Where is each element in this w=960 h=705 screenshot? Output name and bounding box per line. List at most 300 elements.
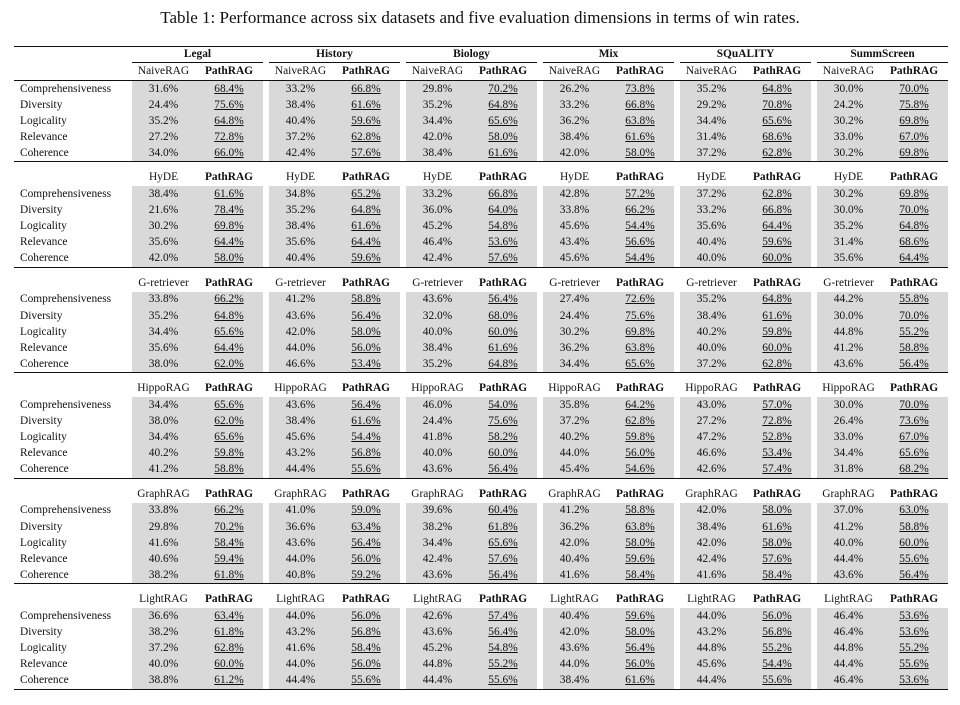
baseline-win-rate: 41.8% <box>406 430 469 446</box>
pathrag-header: PathRAG <box>195 63 263 81</box>
pathrag-win-rate-cell <box>469 219 537 235</box>
pathrag-win-rate: 62.8% <box>351 130 381 143</box>
baseline-win-rate: 43.6% <box>269 535 332 551</box>
pathrag-win-rate: 56.0% <box>351 658 381 671</box>
metric-label: Diversity <box>20 98 63 111</box>
baseline-win-rate: 44.0% <box>269 657 332 673</box>
pathrag-win-rate-cell <box>332 535 400 551</box>
pathrag-win-rate: 58.8% <box>899 520 929 533</box>
pathrag-win-rate-cell <box>195 324 263 340</box>
baseline-header: NaiveRAG <box>680 63 743 81</box>
pathrag-win-rate-cell <box>880 657 948 673</box>
baseline-win-rate: 38.4% <box>132 186 195 202</box>
pathrag-header: PathRAG <box>743 63 811 81</box>
pathrag-win-rate: 64.8% <box>214 114 244 127</box>
pathrag-header: PathRAG <box>204 382 254 395</box>
baseline-win-rate: 34.4% <box>132 430 195 446</box>
baseline-header: GraphRAG <box>137 487 190 500</box>
metric-row <box>14 81 948 98</box>
pathrag-win-rate-cell <box>469 397 537 413</box>
pathrag-win-rate: 53.6% <box>899 674 929 687</box>
baseline-win-rate: 43.6% <box>817 356 880 373</box>
dataset-header: SQuALITY <box>680 47 811 63</box>
baseline-header: HippoRAG <box>822 382 875 395</box>
pathrag-win-rate-cell <box>469 414 537 430</box>
baseline-win-rate: 24.4% <box>132 97 195 113</box>
pathrag-win-rate: 54.8% <box>488 642 518 655</box>
metric-row <box>14 292 948 308</box>
pathrag-win-rate-cell <box>195 535 263 551</box>
baseline-win-rate: 34.4% <box>680 113 743 129</box>
baseline-win-rate: 42.4% <box>680 551 743 567</box>
baseline-win-rate: 33.8% <box>132 292 195 308</box>
pathrag-win-rate-cell <box>469 251 537 268</box>
metric-row <box>14 535 948 551</box>
pathrag-win-rate: 61.8% <box>214 568 244 581</box>
baseline-win-rate: 45.2% <box>406 219 469 235</box>
baseline-win-rate: 43.6% <box>269 397 332 413</box>
pathrag-win-rate: 56.6% <box>625 236 655 249</box>
pathrag-win-rate: 63.4% <box>351 520 381 533</box>
pathrag-win-rate: 55.8% <box>899 293 929 306</box>
metric-label: Logicality <box>20 536 67 549</box>
pathrag-win-rate-cell <box>606 673 674 690</box>
pathrag-win-rate: 58.0% <box>488 130 518 143</box>
pathrag-win-rate: 59.6% <box>625 609 655 622</box>
pathrag-header: PathRAG <box>341 593 391 606</box>
baseline-win-rate: 27.4% <box>543 292 606 308</box>
baseline-win-rate: 40.2% <box>543 430 606 446</box>
baseline-win-rate: 31.4% <box>680 129 743 145</box>
pathrag-win-rate-cell <box>880 551 948 567</box>
pathrag-win-rate-cell <box>469 567 537 584</box>
baseline-win-rate: 45.6% <box>543 219 606 235</box>
pathrag-win-rate: 62.8% <box>762 357 792 370</box>
metric-label: Comprehensiveness <box>20 398 112 411</box>
baseline-win-rate: 44.8% <box>817 324 880 340</box>
metric-label: Logicality <box>20 114 67 127</box>
pathrag-win-rate-cell <box>469 145 537 162</box>
pathrag-win-rate: 56.4% <box>488 463 518 476</box>
baseline-win-rate: 30.2% <box>817 113 880 129</box>
pathrag-win-rate: 66.8% <box>762 204 792 217</box>
pathrag-win-rate-cell <box>195 203 263 219</box>
pathrag-win-rate-cell <box>195 97 263 113</box>
baseline-win-rate: 40.2% <box>132 446 195 462</box>
metric-header-blank <box>14 486 126 503</box>
metric-label: Diversity <box>20 204 63 217</box>
baseline-win-rate: 44.4% <box>269 673 332 690</box>
pathrag-win-rate-cell <box>606 430 674 446</box>
pathrag-win-rate: 56.0% <box>351 552 381 565</box>
metric-row <box>14 324 948 340</box>
baseline-win-rate: 45.4% <box>543 462 606 479</box>
dataset-header: Biology <box>406 47 537 63</box>
pathrag-win-rate-cell <box>606 186 674 202</box>
baseline-win-rate: 44.0% <box>269 551 332 567</box>
baseline-win-rate: 27.2% <box>680 414 743 430</box>
pathrag-header: PathRAG <box>204 593 254 606</box>
pathrag-win-rate-cell <box>606 324 674 340</box>
pathrag-win-rate: 64.0% <box>488 204 518 217</box>
pathrag-win-rate-cell <box>195 356 263 373</box>
metric-row <box>14 567 948 584</box>
baseline-win-rate: 44.0% <box>543 446 606 462</box>
pathrag-win-rate: 59.6% <box>762 236 792 249</box>
baseline-win-rate: 40.4% <box>680 235 743 251</box>
baseline-header: HyDE <box>833 171 864 184</box>
pathrag-win-rate: 56.0% <box>762 609 792 622</box>
baseline-win-rate: 40.0% <box>680 340 743 356</box>
baseline-win-rate: 36.0% <box>406 203 469 219</box>
baseline-win-rate: 44.8% <box>817 641 880 657</box>
pathrag-win-rate-cell <box>195 641 263 657</box>
baseline-win-rate: 30.0% <box>817 81 880 98</box>
baseline-win-rate: 38.2% <box>406 519 469 535</box>
pathrag-win-rate: 57.6% <box>351 146 381 159</box>
pathrag-win-rate-cell <box>880 414 948 430</box>
baseline-win-rate: 42.0% <box>543 535 606 551</box>
metric-row <box>14 624 948 640</box>
baseline-win-rate: 35.6% <box>680 219 743 235</box>
pathrag-win-rate-cell <box>606 340 674 356</box>
pathrag-win-rate-cell <box>195 308 263 324</box>
baseline-win-rate: 36.2% <box>543 340 606 356</box>
pathrag-win-rate: 56.4% <box>899 568 929 581</box>
pathrag-win-rate: 64.8% <box>214 309 244 322</box>
baseline-win-rate: 24.4% <box>406 414 469 430</box>
pathrag-win-rate: 64.4% <box>351 236 381 249</box>
pathrag-win-rate-cell <box>606 129 674 145</box>
pathrag-win-rate: 65.6% <box>488 536 518 549</box>
baseline-win-rate: 34.4% <box>817 446 880 462</box>
baseline-win-rate: 35.2% <box>406 356 469 373</box>
pathrag-win-rate: 66.2% <box>625 204 655 217</box>
pathrag-win-rate-cell <box>880 641 948 657</box>
pathrag-win-rate: 58.0% <box>625 146 655 159</box>
pathrag-win-rate-cell <box>743 551 811 567</box>
pathrag-win-rate-cell <box>606 567 674 584</box>
pathrag-win-rate-cell <box>743 624 811 640</box>
baseline-header: HippoRAG <box>411 382 464 395</box>
pathrag-win-rate-cell <box>469 235 537 251</box>
baseline-win-rate: 38.4% <box>543 673 606 690</box>
pathrag-win-rate: 57.4% <box>488 609 518 622</box>
pathrag-win-rate: 62.0% <box>214 415 244 428</box>
dataset-header: History <box>269 47 400 63</box>
metric-row <box>14 356 948 373</box>
pathrag-win-rate-cell <box>743 397 811 413</box>
baseline-header: NaiveRAG <box>543 63 606 81</box>
baseline-win-rate: 21.6% <box>132 203 195 219</box>
pathrag-win-rate: 61.6% <box>625 130 655 143</box>
pathrag-header: PathRAG <box>478 276 528 289</box>
dataset-header: Legal <box>132 47 263 63</box>
pathrag-win-rate: 63.4% <box>214 609 244 622</box>
pathrag-win-rate: 64.4% <box>899 252 929 265</box>
baseline-win-rate: 35.2% <box>132 308 195 324</box>
metric-label: Comprehensiveness <box>20 82 112 95</box>
pathrag-header: PathRAG <box>469 63 537 81</box>
pathrag-win-rate: 58.4% <box>214 536 244 549</box>
pathrag-win-rate-cell <box>195 551 263 567</box>
pathrag-win-rate-cell <box>606 292 674 308</box>
baseline-win-rate: 38.4% <box>543 129 606 145</box>
pathrag-header: PathRAG <box>478 487 528 500</box>
pathrag-win-rate-cell <box>332 308 400 324</box>
pathrag-win-rate: 75.6% <box>488 415 518 428</box>
baseline-win-rate: 44.0% <box>269 340 332 356</box>
baseline-win-rate: 43.2% <box>269 624 332 640</box>
baseline-win-rate: 34.4% <box>132 397 195 413</box>
block-spacer <box>14 373 948 381</box>
pathrag-win-rate: 55.6% <box>488 674 518 687</box>
pathrag-win-rate: 68.6% <box>762 130 792 143</box>
pathrag-win-rate-cell <box>606 462 674 479</box>
metric-label: Diversity <box>20 625 63 638</box>
baseline-win-rate: 35.8% <box>543 397 606 413</box>
baseline-win-rate: 40.8% <box>269 567 332 584</box>
pathrag-win-rate-cell <box>880 203 948 219</box>
baseline-header: GraphRAG <box>274 487 327 500</box>
baseline-win-rate: 42.0% <box>543 145 606 162</box>
pathrag-win-rate-cell <box>743 414 811 430</box>
metric-row <box>14 219 948 235</box>
pathrag-win-rate: 57.0% <box>762 398 792 411</box>
metric-row <box>14 113 948 129</box>
spacer-cell <box>14 267 948 275</box>
pathrag-win-rate: 61.6% <box>351 98 381 111</box>
baseline-win-rate: 38.4% <box>680 308 743 324</box>
baseline-win-rate: 44.2% <box>817 292 880 308</box>
pathrag-win-rate: 54.8% <box>488 220 518 233</box>
pathrag-win-rate: 52.8% <box>762 431 792 444</box>
pathrag-win-rate: 55.6% <box>762 674 792 687</box>
metric-label: Comprehensiveness <box>20 293 112 306</box>
pathrag-win-rate-cell <box>469 462 537 479</box>
baseline-win-rate: 42.0% <box>680 535 743 551</box>
dataset-header: Mix <box>543 47 674 63</box>
results-table <box>14 46 948 690</box>
pathrag-win-rate: 66.2% <box>214 293 244 306</box>
pathrag-win-rate: 65.6% <box>214 398 244 411</box>
pathrag-win-rate-cell <box>469 503 537 519</box>
pathrag-win-rate-cell <box>743 235 811 251</box>
pathrag-win-rate: 56.4% <box>351 536 381 549</box>
baseline-win-rate: 30.2% <box>817 186 880 202</box>
baseline-win-rate: 44.4% <box>680 673 743 690</box>
baseline-win-rate: 36.2% <box>543 519 606 535</box>
pathrag-win-rate-cell <box>606 641 674 657</box>
baseline-win-rate: 30.0% <box>817 203 880 219</box>
baseline-win-rate: 42.6% <box>680 462 743 479</box>
pathrag-win-rate-cell <box>880 186 948 202</box>
pathrag-header: PathRAG <box>606 63 674 81</box>
baseline-win-rate: 40.6% <box>132 551 195 567</box>
baseline-win-rate: 29.2% <box>680 97 743 113</box>
pathrag-header: PathRAG <box>615 276 665 289</box>
pathrag-win-rate: 59.8% <box>625 431 655 444</box>
pathrag-header: PathRAG <box>752 171 802 184</box>
pathrag-win-rate-cell <box>195 414 263 430</box>
pathrag-win-rate-cell <box>743 673 811 690</box>
baseline-win-rate: 37.2% <box>680 186 743 202</box>
table-caption: Table 1: Performance across six datasets and five evaluation dimensions in terms of win rates. <box>160 8 800 27</box>
pathrag-win-rate: 66.0% <box>214 146 244 159</box>
metric-row <box>14 251 948 268</box>
baseline-win-rate: 38.4% <box>269 414 332 430</box>
pathrag-win-rate: 57.6% <box>762 552 792 565</box>
method-header-row <box>14 63 948 81</box>
pathrag-win-rate-cell <box>195 113 263 129</box>
pathrag-win-rate-cell <box>880 308 948 324</box>
baseline-header: GraphRAG <box>685 487 738 500</box>
pathrag-win-rate: 53.4% <box>351 357 381 370</box>
pathrag-win-rate: 54.4% <box>625 252 655 265</box>
pathrag-win-rate-cell <box>880 356 948 373</box>
pathrag-win-rate-cell <box>606 219 674 235</box>
metric-label: Relevance <box>20 447 68 460</box>
pathrag-win-rate-cell <box>195 624 263 640</box>
pathrag-win-rate: 60.0% <box>488 325 518 338</box>
metric-row <box>14 235 948 251</box>
pathrag-win-rate: 66.8% <box>351 82 381 95</box>
pathrag-win-rate-cell <box>743 657 811 673</box>
pathrag-win-rate-cell <box>195 235 263 251</box>
pathrag-win-rate: 70.2% <box>214 520 244 533</box>
pathrag-win-rate-cell <box>880 624 948 640</box>
pathrag-win-rate-cell <box>606 608 674 624</box>
pathrag-win-rate-cell <box>880 251 948 268</box>
pathrag-win-rate: 61.6% <box>488 146 518 159</box>
baseline-win-rate: 33.2% <box>406 186 469 202</box>
baseline-win-rate: 35.2% <box>132 113 195 129</box>
metric-header-blank <box>14 169 126 186</box>
pathrag-win-rate-cell <box>606 446 674 462</box>
baseline-win-rate: 43.6% <box>406 624 469 640</box>
metric-row <box>14 186 948 202</box>
baseline-win-rate: 37.2% <box>543 414 606 430</box>
metric-header-blank <box>14 380 126 397</box>
pathrag-win-rate-cell <box>606 113 674 129</box>
baseline-header: HyDE <box>422 171 453 184</box>
baseline-win-rate: 43.2% <box>680 624 743 640</box>
pathrag-win-rate: 58.8% <box>214 463 244 476</box>
method-header-row <box>14 169 948 186</box>
pathrag-header: PathRAG <box>752 382 802 395</box>
metric-label: Diversity <box>20 309 63 322</box>
pathrag-win-rate-cell <box>606 397 674 413</box>
pathrag-win-rate-cell <box>880 430 948 446</box>
baseline-win-rate: 33.2% <box>680 203 743 219</box>
pathrag-win-rate-cell <box>332 81 400 98</box>
baseline-win-rate: 30.0% <box>817 397 880 413</box>
baseline-header: HyDE <box>559 171 590 184</box>
baseline-win-rate: 38.0% <box>132 414 195 430</box>
baseline-win-rate: 34.4% <box>406 535 469 551</box>
baseline-win-rate: 33.8% <box>543 203 606 219</box>
baseline-win-rate: 40.0% <box>406 446 469 462</box>
pathrag-win-rate-cell <box>332 673 400 690</box>
metric-row <box>14 340 948 356</box>
pathrag-win-rate: 66.8% <box>625 98 655 111</box>
baseline-header: G-retriever <box>275 276 326 289</box>
pathrag-win-rate-cell <box>743 308 811 324</box>
pathrag-win-rate: 65.6% <box>214 325 244 338</box>
pathrag-win-rate-cell <box>606 535 674 551</box>
pathrag-win-rate: 70.0% <box>899 309 929 322</box>
pathrag-win-rate: 60.4% <box>488 504 518 517</box>
baseline-win-rate: 35.2% <box>817 219 880 235</box>
pathrag-win-rate: 78.4% <box>214 204 244 217</box>
metric-row <box>14 551 948 567</box>
pathrag-win-rate: 70.0% <box>899 82 929 95</box>
baseline-win-rate: 43.6% <box>406 567 469 584</box>
pathrag-win-rate: 61.8% <box>214 625 244 638</box>
baseline-win-rate: 35.2% <box>680 81 743 98</box>
pathrag-win-rate: 61.6% <box>214 188 244 201</box>
pathrag-win-rate-cell <box>469 113 537 129</box>
pathrag-win-rate: 62.8% <box>762 146 792 159</box>
pathrag-win-rate: 55.6% <box>351 463 381 476</box>
pathrag-win-rate: 58.0% <box>351 325 381 338</box>
pathrag-win-rate: 56.4% <box>351 309 381 322</box>
baseline-win-rate: 44.0% <box>269 608 332 624</box>
pathrag-win-rate-cell <box>195 519 263 535</box>
pathrag-win-rate: 70.2% <box>488 82 518 95</box>
pathrag-win-rate: 64.8% <box>762 82 792 95</box>
baseline-win-rate: 44.8% <box>680 641 743 657</box>
pathrag-win-rate-cell <box>195 446 263 462</box>
pathrag-win-rate: 55.6% <box>899 658 929 671</box>
pathrag-win-rate-cell <box>332 657 400 673</box>
pathrag-win-rate: 68.4% <box>214 82 244 95</box>
pathrag-win-rate: 58.0% <box>762 536 792 549</box>
pathrag-win-rate: 56.4% <box>625 642 655 655</box>
pathrag-win-rate: 64.8% <box>488 357 518 370</box>
metric-row <box>14 203 948 219</box>
baseline-win-rate: 45.6% <box>543 251 606 268</box>
pathrag-win-rate-cell <box>743 430 811 446</box>
pathrag-win-rate: 59.8% <box>214 447 244 460</box>
baseline-win-rate: 40.0% <box>406 324 469 340</box>
pathrag-win-rate: 73.8% <box>625 82 655 95</box>
baseline-win-rate: 44.8% <box>406 657 469 673</box>
pathrag-win-rate: 60.0% <box>488 447 518 460</box>
pathrag-win-rate-cell <box>332 324 400 340</box>
pathrag-win-rate-cell <box>606 657 674 673</box>
baseline-win-rate: 33.2% <box>543 97 606 113</box>
baseline-win-rate: 35.6% <box>817 251 880 268</box>
block-spacer <box>14 162 948 170</box>
metric-row <box>14 129 948 145</box>
pathrag-win-rate-cell <box>880 97 948 113</box>
pathrag-win-rate-cell <box>469 186 537 202</box>
spacer-cell <box>14 584 948 592</box>
baseline-win-rate: 44.4% <box>817 657 880 673</box>
pathrag-win-rate: 56.4% <box>351 398 381 411</box>
pathrag-win-rate-cell <box>469 519 537 535</box>
dataset-header: SummScreen <box>817 47 948 63</box>
pathrag-header: PathRAG <box>332 63 400 81</box>
baseline-win-rate: 38.2% <box>132 624 195 640</box>
pathrag-win-rate: 55.6% <box>351 674 381 687</box>
baseline-header: HyDE <box>285 171 316 184</box>
spacer-cell <box>14 478 948 486</box>
pathrag-win-rate: 56.0% <box>351 341 381 354</box>
baseline-win-rate: 29.8% <box>406 81 469 98</box>
metric-label: Coherence <box>14 251 126 268</box>
